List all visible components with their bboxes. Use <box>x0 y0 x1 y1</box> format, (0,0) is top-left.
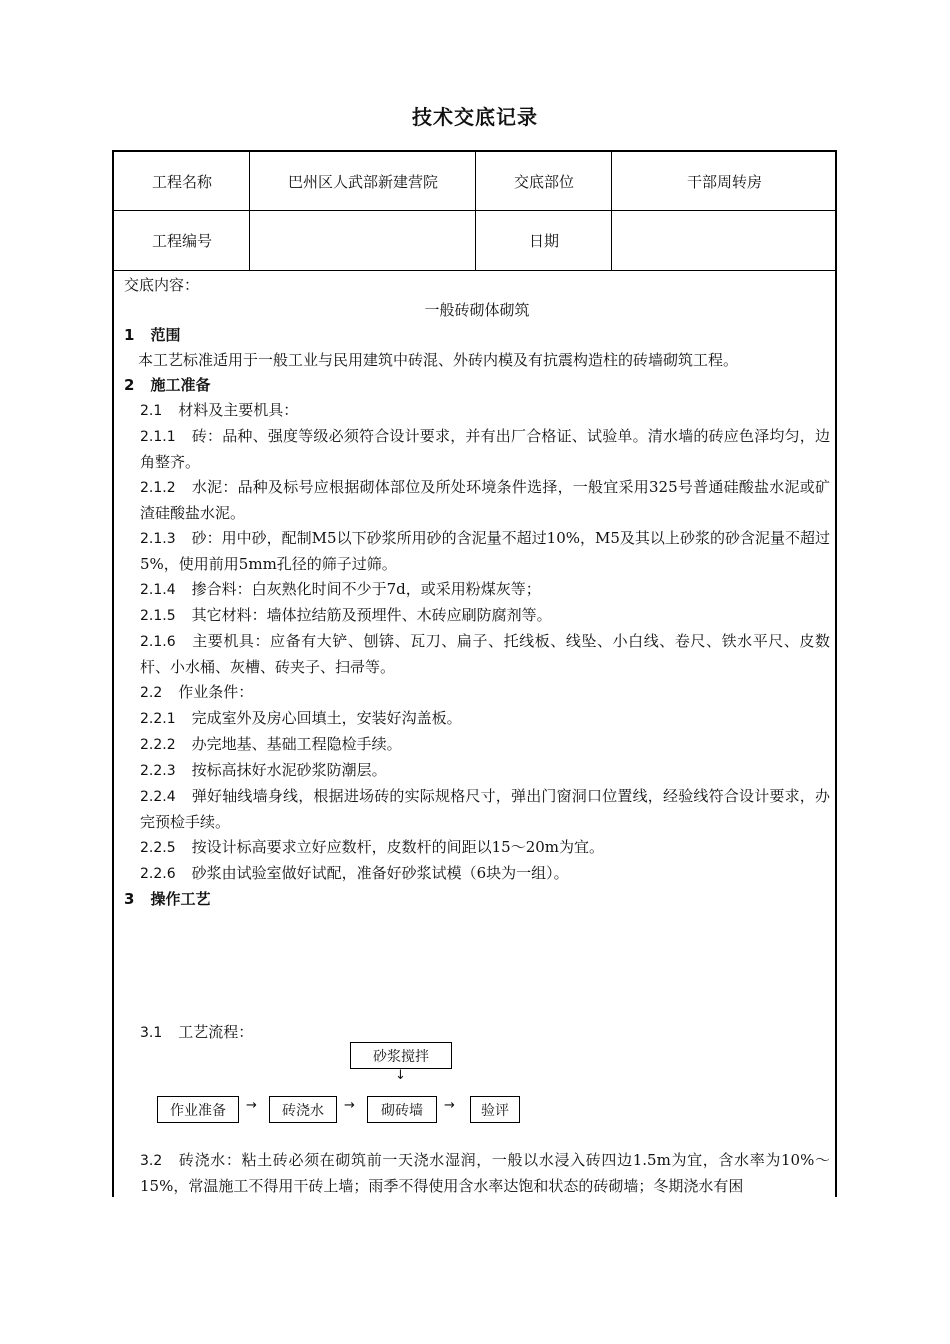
date-label: 日期 <box>528 232 559 250</box>
item-2-1-6 <box>124 629 830 680</box>
section-title: 操作工艺 <box>150 890 211 908</box>
item-number: 2.2.4 <box>140 789 176 805</box>
part-value: 干部周转房 <box>686 172 762 191</box>
section-title: 施工准备 <box>150 376 211 394</box>
item-number: 2.2.1 <box>140 711 176 727</box>
item-2-1-5 <box>124 603 830 629</box>
section-number: 1 <box>124 326 135 344</box>
item-number: 3.2 <box>140 1153 163 1169</box>
item-text: 弹好轴线墙身线，根据进场砖的实际规格尺寸，弹出门窗洞口位置线，经验线符合设计要求，办完预检手续。 <box>140 787 830 831</box>
item-number: 3.1 <box>140 1025 163 1041</box>
divider <box>475 152 476 271</box>
project-no-label: 工程编号 <box>151 232 212 250</box>
flow-box-wall: 砌砖墙 <box>367 1096 437 1123</box>
flow-box-water: 砖浇水 <box>269 1096 337 1123</box>
item-3-1 <box>124 1020 830 1046</box>
item-number: 2.2.2 <box>140 737 176 753</box>
divider <box>249 152 250 271</box>
divider <box>611 152 612 271</box>
section-1-heading <box>124 323 830 348</box>
item-number: 2.1.5 <box>140 608 176 624</box>
item-number: 2.1.6 <box>140 634 176 650</box>
section-number: 2 <box>124 376 135 394</box>
intro-label: 交底内容： <box>124 276 200 294</box>
content-body <box>124 273 830 912</box>
item-2-2-4 <box>124 784 830 835</box>
item-text: 水泥：品种及标号应根据砌体部位及所处环境条件选择，一般宜采用325号普通硅酸盐水泥或矿渣硅酸盐水泥。 <box>140 478 830 522</box>
item-text: 砂：用中砂，配制M5以下砂浆所用砂的含泥量不超过10%，M5及其以上砂浆的砂含泥量不超过5%，使用前用5mm孔径的筛子过筛。 <box>140 529 830 573</box>
item-number: 2.1.3 <box>140 531 176 547</box>
item-text: 完成室外及房心回填土，安装好沟盖板。 <box>191 709 462 727</box>
flow-box-mortar: 砂浆搅拌 <box>350 1042 452 1069</box>
item-2-2-2 <box>124 732 830 758</box>
item-3-2 <box>124 1148 830 1199</box>
item-number: 2.1.2 <box>140 480 176 496</box>
item-2-2-5 <box>124 835 830 861</box>
item-text: 主要机具：应备有大铲、刨锛、瓦刀、扁子、托线板、线坠、小白线、卷尺、铁水平尺、皮数杆、小水桶、灰槽、砖夹子、扫帚等。 <box>140 632 830 676</box>
item-2-2 <box>124 680 830 706</box>
item-text: 按设计标高要求立好应数杆，皮数杆的间距以15～20m为宜。 <box>191 838 605 856</box>
arrow-down-icon: ↓ <box>395 1068 406 1083</box>
arrow-right-icon: → <box>246 1098 257 1113</box>
item-text: 作业条件： <box>178 683 254 701</box>
date-value <box>612 211 837 270</box>
item-text: 其它材料：墙体拉结筋及预埋件、木砖应刷防腐剂等。 <box>191 606 552 624</box>
item-text: 按标高抹好水泥砂浆防潮层。 <box>191 761 387 779</box>
item-2-1-2 <box>124 475 830 526</box>
record-table <box>112 150 837 1197</box>
item-text: 工艺流程： <box>178 1023 254 1041</box>
item-2-2-3 <box>124 758 830 784</box>
item-number: 2.1 <box>140 403 163 419</box>
item-2-1-1 <box>124 424 830 475</box>
section-number: 3 <box>124 890 135 908</box>
section-3-heading <box>124 887 830 912</box>
section-3-2 <box>124 1148 830 1199</box>
process-flow-heading <box>124 1020 830 1046</box>
item-2-2-1 <box>124 706 830 732</box>
item-number: 2.2 <box>140 685 163 701</box>
item-text: 办完地基、基础工程隐检手续。 <box>191 735 402 753</box>
flow-box-prep: 作业准备 <box>157 1096 239 1123</box>
section-1-text: 本工艺标准适用于一般工业与民用建筑中砖混、外砖内模及有抗震构造柱的砖墙砌筑工程。 <box>138 351 739 369</box>
item-text: 掺合料：白灰熟化时间不少于7d，或采用粉煤灰等； <box>191 580 541 598</box>
item-text: 砖浇水：粘土砖必须在砌筑前一天浇水湿润，一般以水浸入砖四边1.5m为宜，含水率为10%～15%，常温施工不得用干砖上墙；雨季不得使用含水率达饱和状态的砖砌墙；冬期浇水有困 <box>140 1151 830 1195</box>
section-title: 范围 <box>150 326 181 344</box>
project-no-value <box>250 211 476 270</box>
item-number: 2.2.3 <box>140 763 176 779</box>
subtitle: 一般砖砌体砌筑 <box>424 301 530 319</box>
project-name-value: 巴州区人武部新建营院 <box>287 172 438 191</box>
item-text: 砂浆由试验室做好试配，准备好砂浆试模（6块为一组）。 <box>191 864 569 882</box>
item-2-1 <box>124 398 830 424</box>
arrow-right-icon: → <box>444 1098 455 1113</box>
document-title: 技术交底记录 <box>412 105 538 129</box>
section-2-heading <box>124 373 830 398</box>
item-number: 2.2.5 <box>140 840 176 856</box>
item-text: 材料及主要机具： <box>178 401 299 419</box>
item-number: 2.1.4 <box>140 582 176 598</box>
project-name-label: 工程名称 <box>151 172 212 191</box>
flow-box-inspect: 验评 <box>470 1096 520 1123</box>
item-text: 砖：品种、强度等级必须符合设计要求，并有出厂合格证、试验单。清水墙的砖应色泽均匀，边角整齐。 <box>140 427 830 471</box>
item-2-1-3 <box>124 526 830 577</box>
item-2-2-6 <box>124 861 830 887</box>
item-2-1-4 <box>124 577 830 603</box>
part-label: 交底部位 <box>513 172 574 191</box>
item-number: 2.2.6 <box>140 866 176 882</box>
arrow-right-icon: → <box>344 1098 355 1113</box>
item-number: 2.1.1 <box>140 429 176 445</box>
